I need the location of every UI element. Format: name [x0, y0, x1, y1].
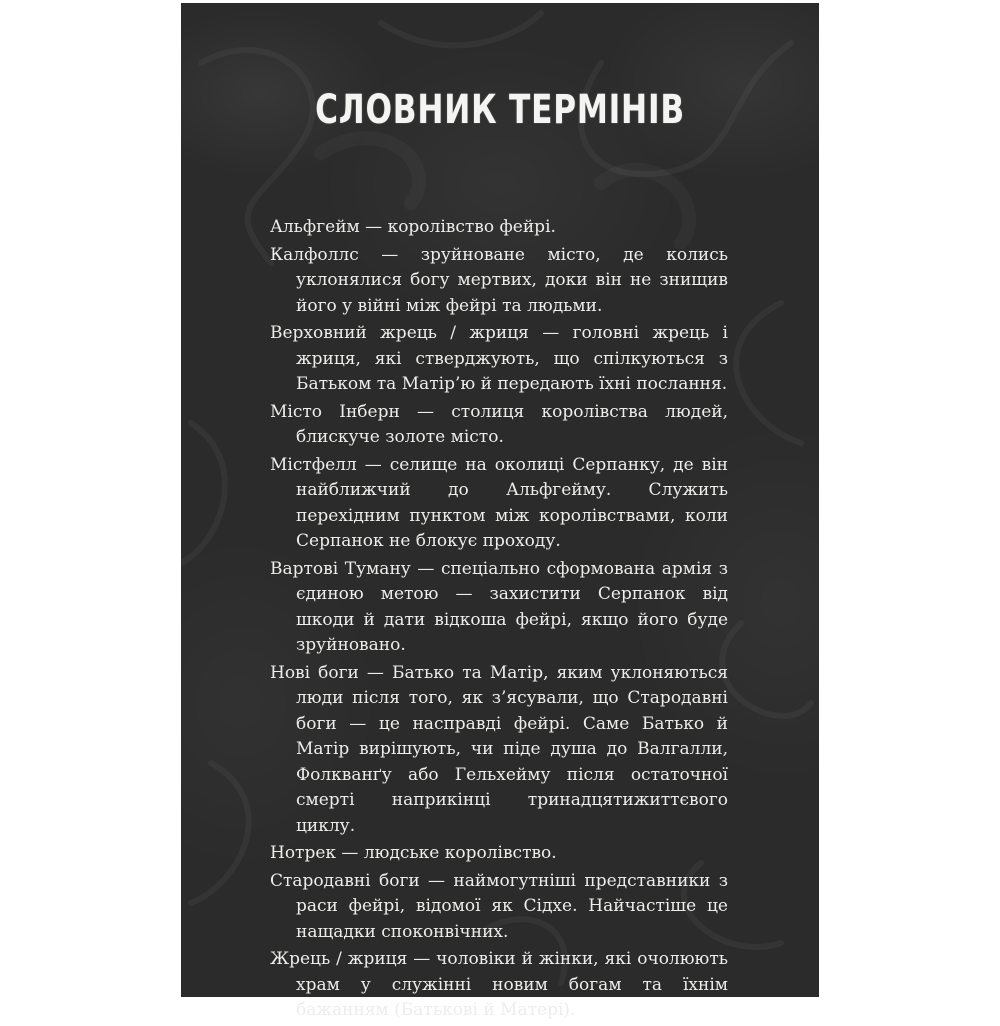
- glossary-entry: Стародавні боги — наймогутніші представники з раси фейрі, відомої як Сідхе. Найчастіше це нащадки споконвічних.: [270, 870, 728, 942]
- glossary-entry: Містфелл — селище на околиці Серпанку, де він найближчий до Альфгейму. Служить перехідним пунктом між королівствами, коли Серпанок не блокує проходу.: [270, 454, 728, 551]
- glossary-entry: Калфоллс — зруйноване місто, де колись уклонялися богу мертвих, доки він не знищив його у війні між фейрі та людьми.: [270, 244, 728, 316]
- page-title: СЛОВНИК ТЕРМІНІВ: [315, 87, 685, 133]
- glossary-entry: Нотрек — людське королівство.: [270, 843, 557, 863]
- glossary-entry: Жрець / жриця — чоловіки й жінки, які очолюють храм у служінні новим богам та їхнім бажанням (Батькові й Матері).: [270, 949, 728, 1020]
- glossary-entry: Верховний жрець / жриця — головні жрець і жриця, які стверджують, що спілкуються з Батьком та Матір’ю й передають їхні послання.: [270, 323, 728, 394]
- glossary-entry: Альфгейм — королівство фейрі.: [270, 217, 556, 237]
- glossary-entry: Вартові Туману — спеціально сформована армія з єдиною метою — захистити Серпанок від шкоди й дати відкоша фейрі, якщо його буде зруйновано.: [270, 558, 728, 655]
- glossary-entry: Нові боги — Батько та Матір, яким уклоняються люди після того, як з’ясували, що Стародавні боги — це насправді фейрі. Саме Батько й Матір вирішують, чи піде душа до Валгалли, Фолкванґу або Гельхейму після остаточної смерті наприкінці тринадцятижиттєвого циклу.: [270, 662, 728, 836]
- glossary-list: [270, 215, 728, 1026]
- glossary-entry: Місто Інберн — столиця королівства людей, блискуче золоте місто.: [270, 401, 728, 447]
- glossary-page: [181, 3, 819, 1020]
